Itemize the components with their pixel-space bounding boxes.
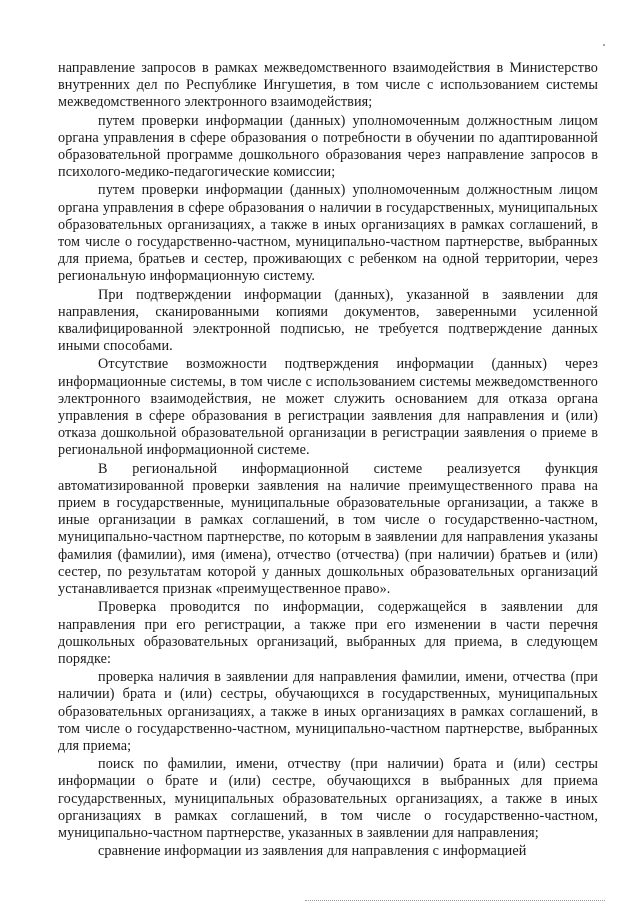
- paragraph: поиск по фамилии, имени, отчеству (при наличии) брата и (или) сестры информации о брате и (или) сестре, обучающихся в выбранных для приема государственных, муниципальных образовательных организациях, а также в иных организациях в рамках соглашений, в том числе о государственно-частном, муниципально-частном партнерстве, указанных в заявлении для направления;: [58, 756, 598, 841]
- paragraph: направление запросов в рамках межведомственного взаимодействия в Министерство внутренних дел по Республике Ингушетия, в том числе с использованием системы межведомственного электронного взаимодействия;: [58, 60, 598, 111]
- paragraph: проверка наличия в заявлении для направления фамилии, имени, отчества (при наличии) брата и (или) сестры, обучающихся в государственных, муниципальных образовательных организациях, а также в иных организациях в рамках соглашений, в том числе о государственно-частном, муниципально-частном партнерстве, выбранных для приема;: [58, 669, 598, 754]
- paragraph: путем проверки информации (данных) уполномоченным должностным лицом органа управления в сфере образования о потребности в обучении по адаптированной образовательной программе дошкольного образования через направление запросов в психолого-медико-педагогические комиссии;: [58, 112, 598, 181]
- paragraph: сравнение информации из заявления для направления с информацией: [98, 843, 527, 860]
- paragraph: В региональной информационной системе реализуется функция автоматизированной проверки заявления на наличие преимущественного права на прием в государственные, муниципальные образовательные организации, а также в иные организации в рамках соглашений, в том числе о государственно-частном, муниципально-частном партнерстве, по которым в заявлении для направления указаны фамилия (фамилии), имя (имена), отчество (отчества) (при наличии) братьев и (или) сестер, по результатам которой у данных дошкольных образовательных организаций устанавливается признак «преимущественное право».: [58, 460, 598, 598]
- scan-speck: [603, 44, 605, 46]
- scan-edge-line: [305, 900, 605, 901]
- paragraph: Проверка проводится по информации, содержащейся в заявлении для направления при его регистрации, а также при его изменении в части перечня дошкольных образовательных организаций, выбранных для приема, в следующем порядке:: [58, 599, 598, 667]
- paragraph: При подтверждении информации (данных), указанной в заявлении для направления, сканированными копиями документов, заверенными усиленной квалифицированной электронной подписью, не требуется подтверждение данных иными способами.: [58, 286, 598, 355]
- paragraph: путем проверки информации (данных) уполномоченным должностным лицом органа управления в сфере образования о наличии в государственных, муниципальных образовательных организациях, а также в иных организациях в рамках соглашений, в том числе о государственно-частном, муниципально-частном партнерстве, выбранных для приема, братьев и сестер, проживающих с ребенком на одной территории, через региональную информационную систему.: [58, 182, 598, 285]
- paragraph: Отсутствие возможности подтверждения информации (данных) через информационные системы, в том числе с использованием системы межведомственного электронного взаимодействия, не может служить основанием для отказа органа управления в сфере образования в регистрации заявления для направления и (или) отказа дошкольной образовательной организации в регистрации заявления о приеме в региональной информационной системе.: [58, 356, 598, 459]
